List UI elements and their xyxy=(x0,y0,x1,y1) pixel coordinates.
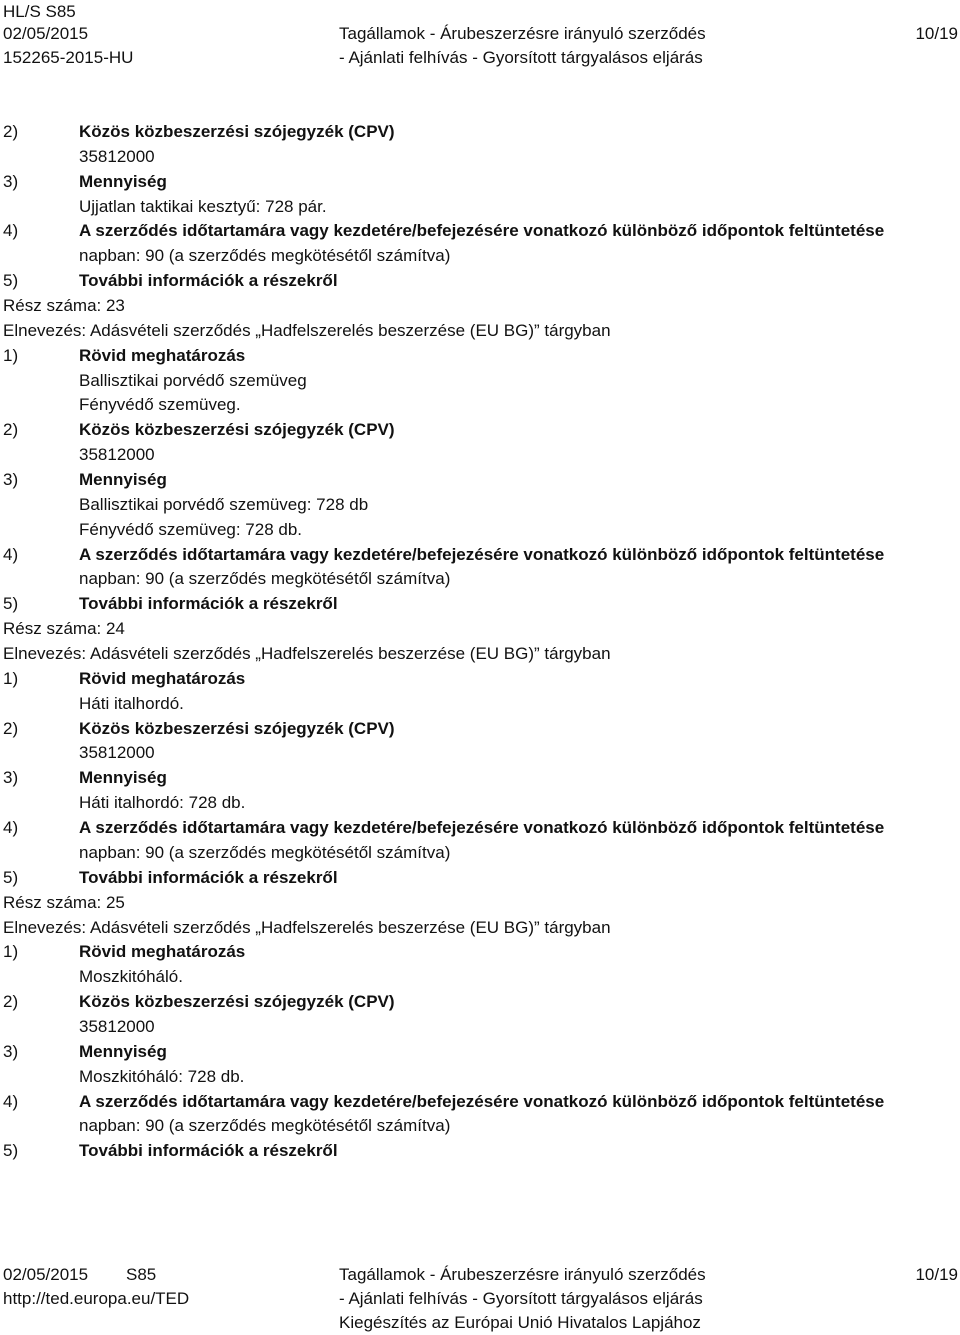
lot-info-text: Rész száma: 25 xyxy=(3,892,125,912)
section-title: Rövid meghatározás xyxy=(79,345,246,365)
section-value: Ujjatlan taktikai kesztyű: 728 pár. xyxy=(79,196,327,216)
section-value: Ballisztikai porvédő szemüveg: 728 db xyxy=(79,494,369,514)
section-value: Háti italhordó: 728 db. xyxy=(79,793,246,813)
section-number: 5) xyxy=(3,594,19,614)
header-title-line1: Tagállamok - Árubeszerzésre irányuló szerződés xyxy=(339,24,706,43)
section-heading-row xyxy=(0,940,960,965)
section-value: 35812000 xyxy=(79,146,155,166)
section-heading-row xyxy=(0,766,960,791)
section-value-row xyxy=(0,195,960,220)
section-value-row xyxy=(0,741,960,766)
section-number: 3) xyxy=(3,470,19,490)
page-footer xyxy=(0,1263,960,1334)
section-value-row xyxy=(0,841,960,866)
section-heading-row xyxy=(0,990,960,1015)
section-title: Közös közbeszerzési szójegyzék (CPV) xyxy=(79,420,395,440)
section-heading-row xyxy=(0,816,960,841)
section-number: 1) xyxy=(3,942,19,962)
section-number: 1) xyxy=(3,668,19,688)
section-number: 2) xyxy=(3,718,19,738)
section-value-row xyxy=(0,692,960,717)
section-heading-row xyxy=(0,592,960,617)
section-heading-row xyxy=(0,667,960,692)
lot-info-row xyxy=(0,319,960,344)
section-value: napban: 90 (a szerződés megkötésétől számítva) xyxy=(79,246,451,266)
section-value: 35812000 xyxy=(79,743,155,763)
section-title: A szerződés időtartamára vagy kezdetére/befejezésére vonatkozó különböző időpontok feltüntetése xyxy=(79,221,885,241)
lot-info-text: Elnevezés: Adásvételi szerződés „Hadfelszerelés beszerzése (EU BG)” tárgyban xyxy=(3,644,611,664)
section-heading-row xyxy=(0,866,960,891)
section-title: Közös közbeszerzési szójegyzék (CPV) xyxy=(79,718,395,738)
section-number: 1) xyxy=(3,345,19,365)
header-title-line2: - Ajánlati felhívás - Gyorsított tárgyalásos eljárás xyxy=(339,48,703,67)
section-heading-row xyxy=(0,468,960,493)
section-title: További információk a részekről xyxy=(79,867,338,887)
section-value-row xyxy=(0,493,960,518)
section-value-row xyxy=(0,965,960,990)
section-value-row xyxy=(0,1065,960,1090)
lot-info-row xyxy=(0,642,960,667)
footer-series: S85 xyxy=(126,1265,157,1284)
section-title: Közös közbeszerzési szójegyzék (CPV) xyxy=(79,122,395,141)
header-date: 02/05/2015 xyxy=(3,24,89,43)
section-value-row xyxy=(0,244,960,269)
section-title: További információk a részekről xyxy=(79,1141,338,1161)
section-value: Moszkitóháló. xyxy=(79,967,183,987)
section-number: 2) xyxy=(3,420,19,440)
section-value: napban: 90 (a szerződés megkötésétől számítva) xyxy=(79,569,451,589)
section-value-row xyxy=(0,443,960,468)
header-doc-id: HL/S S85 xyxy=(3,2,76,21)
section-number: 3) xyxy=(3,171,19,191)
section-heading-row xyxy=(0,344,960,369)
lot-info-text: Elnevezés: Adásvételi szerződés „Hadfelszerelés beszerzése (EU BG)” tárgyban xyxy=(3,320,611,340)
page-header xyxy=(0,0,960,70)
section-number: 3) xyxy=(3,1041,19,1061)
section-value: Moszkitóháló: 728 db. xyxy=(79,1066,245,1086)
footer-title-line2: - Ajánlati felhívás - Gyorsított tárgyalásos eljárás xyxy=(339,1289,703,1308)
section-title: Rövid meghatározás xyxy=(79,942,246,962)
section-value-row xyxy=(0,369,960,394)
section-value-row xyxy=(0,1114,960,1139)
section-value-row xyxy=(0,518,960,543)
section-value: napban: 90 (a szerződés megkötésétől számítva) xyxy=(79,1116,451,1136)
section-title: A szerződés időtartamára vagy kezdetére/befejezésére vonatkozó különböző időpontok feltüntetése xyxy=(79,1091,885,1111)
footer-title-line3: Kiegészítés az Európai Unió Hivatalos Lapjához xyxy=(339,1313,701,1332)
section-heading-row xyxy=(0,170,960,195)
section-number: 4) xyxy=(3,221,19,241)
section-title: Mennyiség xyxy=(79,470,167,490)
section-title: A szerződés időtartamára vagy kezdetére/befejezésére vonatkozó különböző időpontok feltüntetése xyxy=(79,818,885,838)
header-page-number: 10/19 xyxy=(915,24,958,43)
lot-info-text: Rész száma: 23 xyxy=(3,296,125,316)
section-heading-row xyxy=(0,1139,960,1164)
section-title: Mennyiség xyxy=(79,171,167,191)
section-value: Fényvédő szemüveg. xyxy=(79,395,241,415)
section-heading-row xyxy=(0,219,960,244)
section-value: 35812000 xyxy=(79,445,155,465)
header-reference: 152265-2015-HU xyxy=(3,48,134,67)
section-number: 2) xyxy=(3,122,19,141)
section-value-row xyxy=(0,1015,960,1040)
lot-info-row xyxy=(0,617,960,642)
section-value: Ballisztikai porvédő szemüveg xyxy=(79,370,307,390)
section-number: 4) xyxy=(3,1091,19,1111)
footer-url: http://ted.europa.eu/TED xyxy=(3,1289,190,1308)
section-title: Mennyiség xyxy=(79,1041,167,1061)
section-value-row xyxy=(0,567,960,592)
section-number: 5) xyxy=(3,867,19,887)
section-title: További információk a részekről xyxy=(79,594,338,614)
section-title: Mennyiség xyxy=(79,768,167,788)
section-title: A szerződés időtartamára vagy kezdetére/befejezésére vonatkozó különböző időpontok feltüntetése xyxy=(79,544,885,564)
footer-page-number: 10/19 xyxy=(915,1265,958,1284)
section-number: 5) xyxy=(3,1141,19,1161)
section-heading-row xyxy=(0,1090,960,1115)
section-number: 4) xyxy=(3,544,19,564)
lot-info-row xyxy=(0,891,960,916)
section-title: Rövid meghatározás xyxy=(79,668,246,688)
section-value: napban: 90 (a szerződés megkötésétől számítva) xyxy=(79,842,451,862)
footer-title-line1: Tagállamok - Árubeszerzésre irányuló szerződés xyxy=(339,1265,706,1284)
section-number: 4) xyxy=(3,818,19,838)
section-value: Fényvédő szemüveg: 728 db. xyxy=(79,519,303,539)
section-title: További információk a részekről xyxy=(79,271,338,291)
section-number: 3) xyxy=(3,768,19,788)
section-heading-row xyxy=(0,269,960,294)
section-value-row xyxy=(0,791,960,816)
section-heading-row xyxy=(0,543,960,568)
section-title: Közös közbeszerzési szójegyzék (CPV) xyxy=(79,992,395,1012)
section-value-row xyxy=(0,145,960,170)
section-heading-row xyxy=(0,120,960,145)
section-value: 35812000 xyxy=(79,1016,155,1036)
section-value-row xyxy=(0,393,960,418)
lot-info-row xyxy=(0,294,960,319)
document-body xyxy=(0,120,960,1164)
section-heading-row xyxy=(0,1040,960,1065)
section-value: Háti italhordó. xyxy=(79,693,184,713)
lot-info-text: Rész száma: 24 xyxy=(3,619,125,639)
lot-info-text: Elnevezés: Adásvételi szerződés „Hadfelszerelés beszerzése (EU BG)” tárgyban xyxy=(3,917,611,937)
section-heading-row xyxy=(0,418,960,443)
lot-info-row xyxy=(0,916,960,941)
footer-date: 02/05/2015 xyxy=(3,1265,89,1284)
section-heading-row xyxy=(0,717,960,742)
section-number: 5) xyxy=(3,271,19,291)
section-number: 2) xyxy=(3,992,19,1012)
